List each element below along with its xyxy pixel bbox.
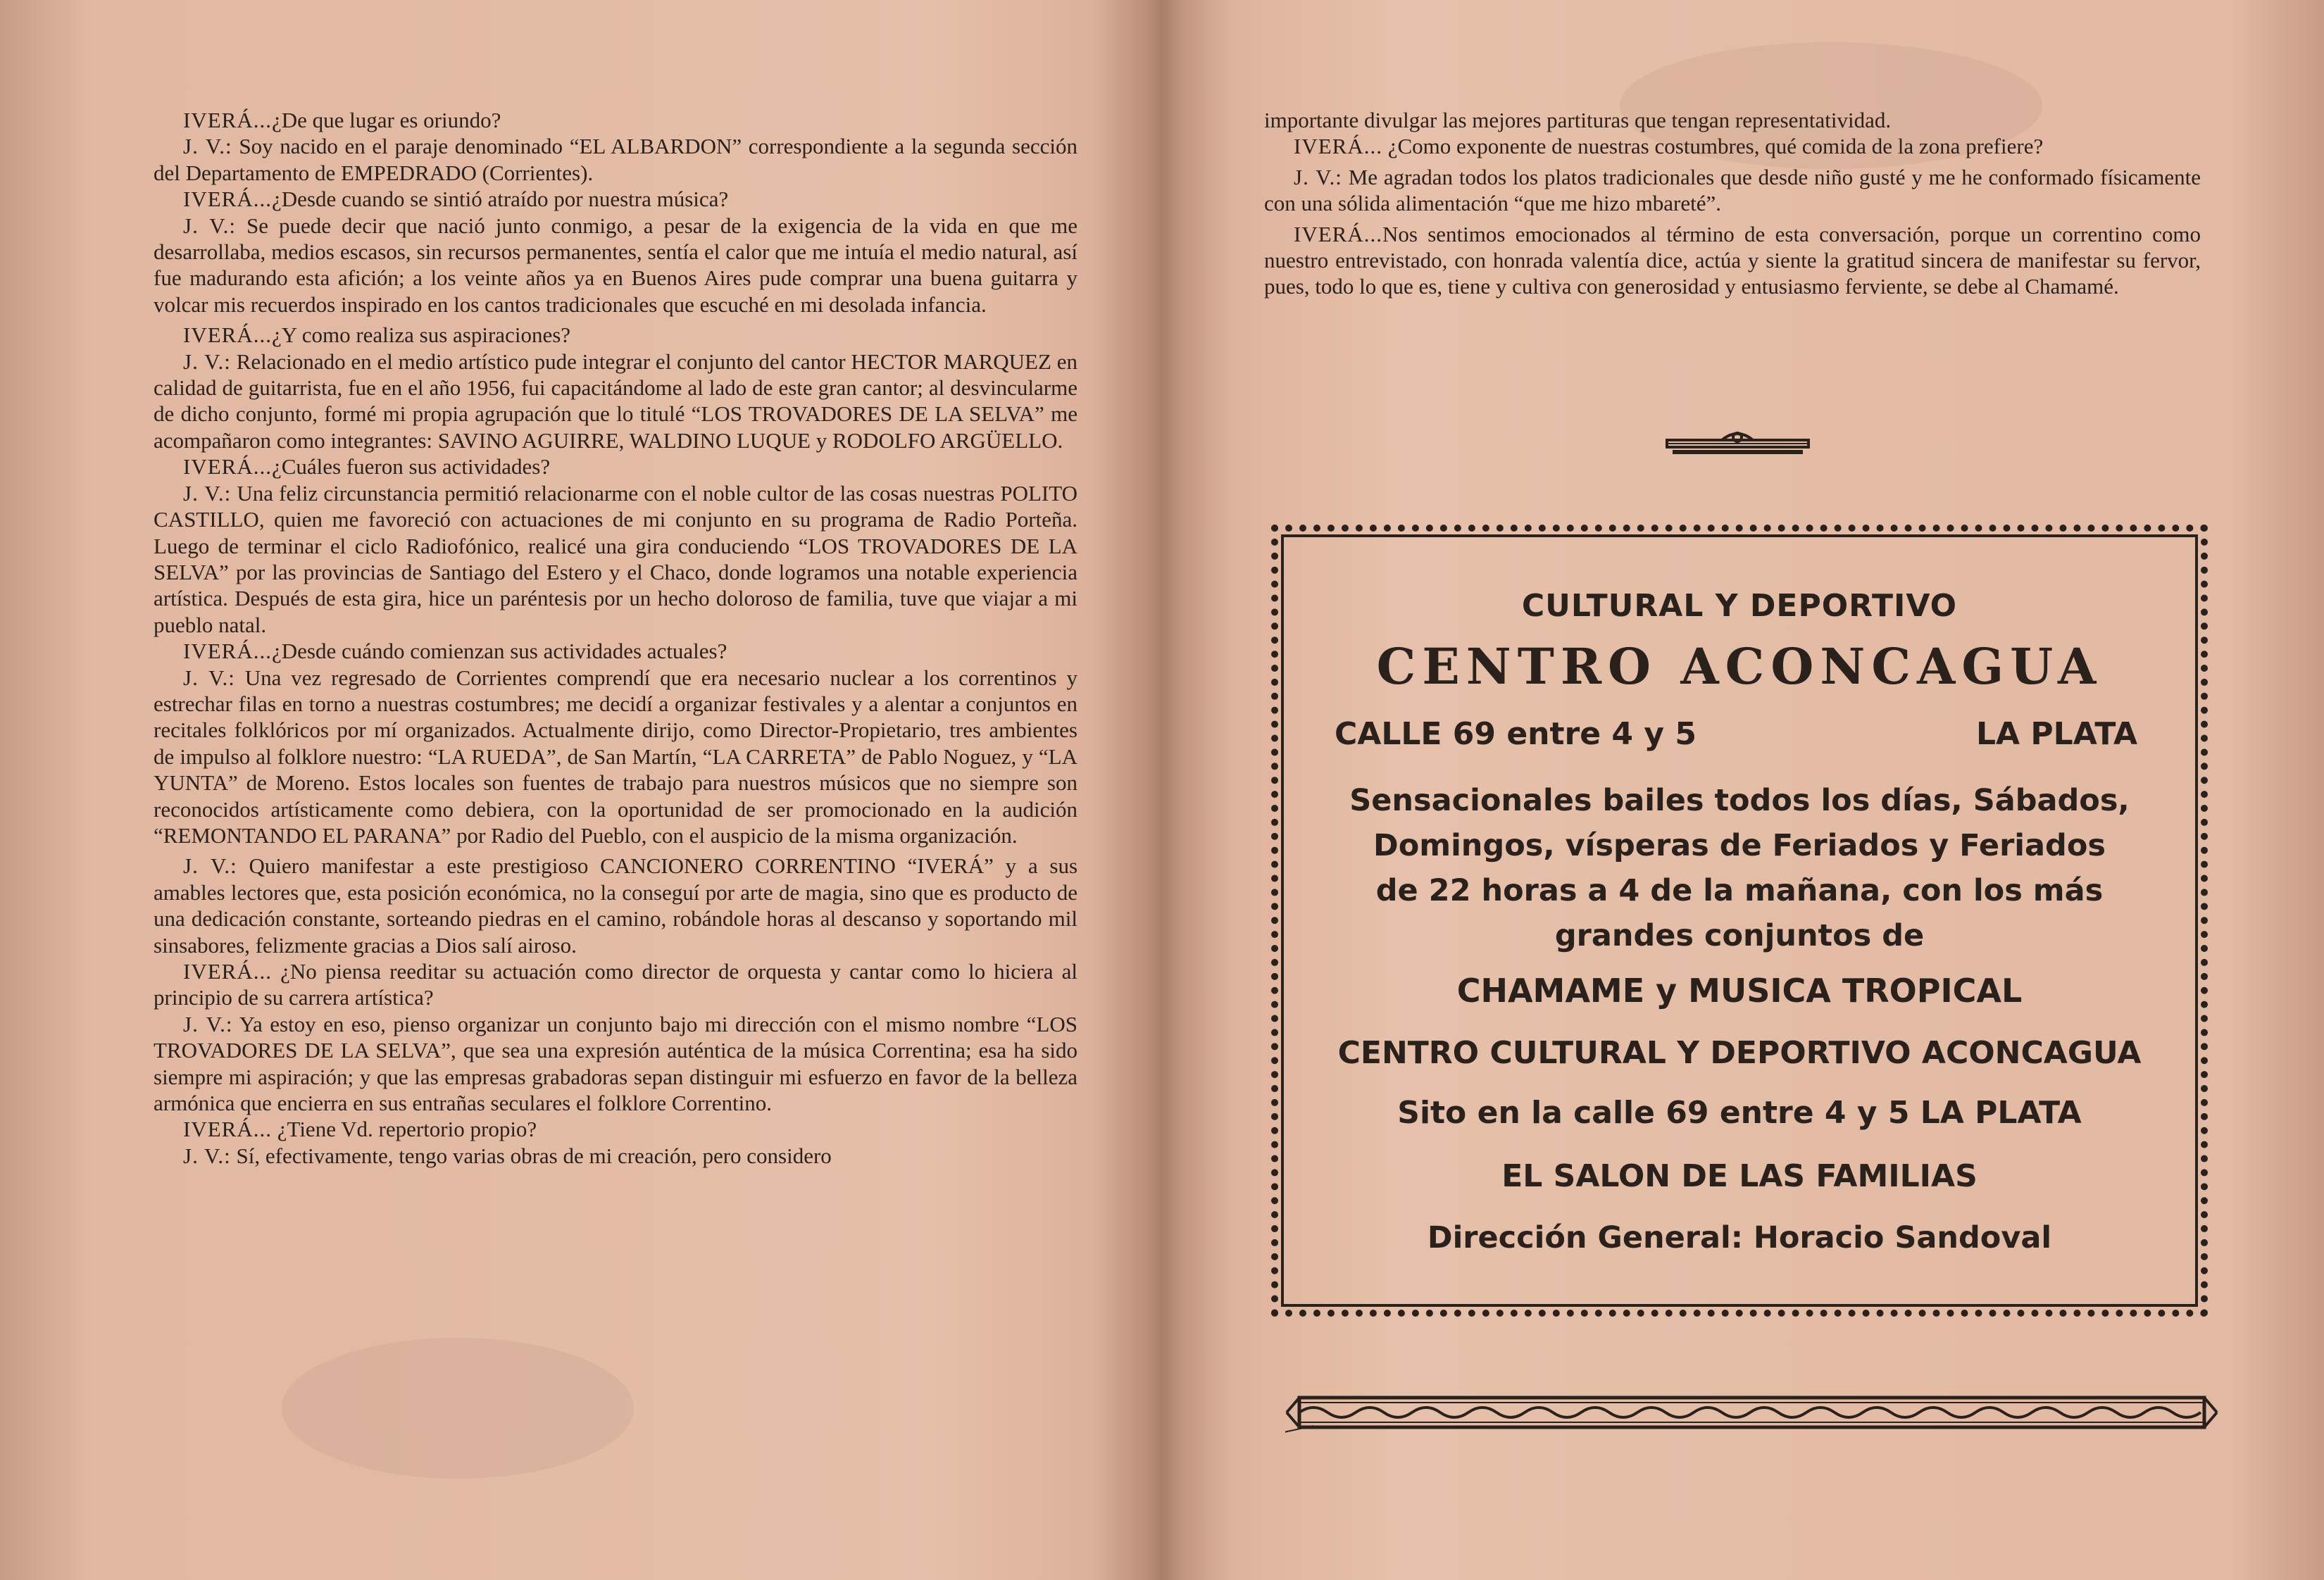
paragraph-text: ¿Como exponente de nuestras costumbres, qué comida de la zona prefiere? — [1387, 134, 2044, 159]
speaker-label: J. V.: — [183, 349, 231, 374]
ad-header: CULTURAL Y DEPORTIVO — [1521, 588, 1958, 624]
ad-description-line: de 22 horas a 4 de la mañana, con los más — [1375, 873, 2104, 908]
speaker-label: IVERÁ... — [1294, 221, 1382, 246]
paragraph-text: Relacionado en el medio artístico pude integrar el conjunto del cantor HECTOR MARQUEZ en calidad de guitarrista, fue en el año 1956, fui capacitándome al lado de este gran cantor; al desvincularme de dicho conjunto, formé mi propia agrupación que lo titulé “LOS TROVADORES DE LA SELVA” me acompañaron como integrantes: SAVINO AGUIRRE, WALDINO LUQUE y RODOLFO ARGÜELLO. — [154, 349, 1077, 453]
ad-location: Sito en la calle 69 entre 4 y 5 LA PLATA — [1397, 1095, 2082, 1131]
paragraph — [154, 133, 1077, 186]
ad-center-prefix: CENTRO CULTURAL Y DEPORTIVO — [1337, 1035, 1911, 1071]
speaker-label: J. V.: — [183, 134, 232, 159]
ad-description-line: Sensacionales bailes todos los días, Sábados, — [1349, 783, 2130, 818]
speaker-label: J. V.: — [183, 665, 235, 690]
paragraph-text: ¿Tiene Vd. repertorio propio? — [277, 1117, 537, 1142]
paragraph-text: ¿Y como realiza sus aspiraciones? — [271, 322, 571, 348]
ad-slogan: EL SALON DE LAS FAMILIAS — [1501, 1158, 1978, 1194]
ad-description-line: Domingos, vísperas de Feriados y Feriados — [1373, 828, 2106, 863]
advertisement-box — [1271, 525, 2208, 1317]
paragraph — [1264, 164, 2201, 217]
paragraph-text: ¿De que lugar es oriundo? — [271, 108, 501, 132]
paragraph — [154, 213, 1077, 318]
paragraph-text: importante divulgar las mejores partituras que tengan representatividad. — [1264, 108, 1892, 132]
ornament-divider-icon — [1666, 426, 1810, 457]
speaker-label: J. V.: — [183, 853, 237, 879]
ad-description — [1278, 778, 2201, 958]
paragraph-text: Soy nacido en el paraje denominado “EL ALBARDON” correspondiente a la segunda sección del Departamento de EMPEDRADO (Corrientes). — [154, 134, 1078, 185]
speaker-label: IVERÁ... — [183, 959, 272, 984]
paragraph — [154, 665, 1077, 849]
speaker-label: IVERÁ... — [1294, 134, 1382, 159]
interview-column-right — [1264, 107, 2201, 300]
paragraph-text: Una vez regresado de Corrientes comprendí que era necesario nuclear a los correntinos y estrechar filas en torno a nuestras costumbres; me decidí a organizar festivales y a alentar a conjuntos en recitales folklóricos por mí organizados. Actualmente dirijo, como Director-Propietario, tres ambientes de impulso al folklore nuestro: “LA RUEDA”, de San Martín, “LA CARRETA” de Pablo Noguez, y “LA YUNTA” de Moreno. Estos locales son fuentes de trabajo para nuestros músicos que no siempre son reconocidos artísticamente como debiera, con la oportunidad de ser promocionado en la audición “REMONTANDO EL PARANA” por Radio del Pueblo, con el auspicio de la misma organización. — [154, 665, 1077, 848]
paragraph-text: Ya estoy en eso, pienso organizar un conjunto bajo mi dirección con el mismo nombre “LOS TROVADORES DE LA SELVA”, que sea una expresión auténtica de la música Correntina; esa ha sido siempre mi aspiración; y que las empresas grabadoras sepan distinguir mi esfuerzo en favor de la belleza armónica que encierra en sus entrañas seculares el folklore Correntino. — [154, 1011, 1077, 1116]
paragraph — [154, 186, 1077, 212]
paragraph-text: ¿Cuáles fueron sus actividades? — [271, 454, 551, 479]
speaker-label: IVERÁ... — [183, 187, 272, 212]
speaker-label: J. V.: — [183, 213, 236, 238]
paragraph — [154, 638, 1077, 664]
ornament-border-icon — [1285, 1387, 2218, 1436]
speaker-label: IVERÁ... — [183, 108, 272, 132]
paragraph — [154, 1143, 1077, 1169]
paragraph — [1264, 221, 2201, 300]
ad-direction-label: Dirección General: — [1427, 1220, 1743, 1255]
interview-column-left — [154, 107, 1077, 1169]
paragraph — [154, 453, 1077, 479]
ad-address-city: LA PLATA — [1976, 716, 2137, 752]
speaker-label: J. V.: — [183, 1143, 231, 1168]
ad-music-genres: CHAMAME y MUSICA TROPICAL — [1456, 972, 2023, 1010]
left-page — [0, 0, 1155, 1580]
paragraph — [1264, 133, 2201, 159]
speaker-label: IVERÁ... — [183, 454, 272, 479]
right-page — [1169, 0, 2324, 1580]
paragraph — [154, 853, 1077, 958]
ad-center-name — [1278, 1035, 2201, 1071]
paragraph-text: Una feliz circunstancia permitió relacionarme con el noble cultor de las cosas nuestras POLITO CASTILLO, quien me favoreció con actuaciones de mi conjunto en su programa de Radio Porteña. Luego de terminar el ciclo Radiofónico, realicé una gira conduciendo “LOS TROVADORES DE LA SELVA” por las provincias de Santiago del Estero y el Chaco, donde logramos una notable experiencia artística. Después de esta gira, hice un paréntesis por un hecho doloroso de familia, tuve que viajar a mi pueblo natal. — [154, 480, 1078, 637]
paragraph — [154, 322, 1077, 348]
ad-center-highlight: ACONCAGUA — [1921, 1035, 2142, 1071]
speaker-label: IVERÁ... — [183, 1117, 272, 1142]
paragraph-text: Sí, efectivamente, tengo varias obras de mi creación, pero considero — [236, 1143, 832, 1168]
ad-description-line: grandes conjuntos de — [1554, 918, 1925, 953]
speaker-label: IVERÁ... — [183, 322, 272, 348]
paragraph — [154, 107, 1077, 133]
ad-address-street: CALLE 69 entre 4 y 5 — [1335, 716, 1697, 752]
ad-direction — [1278, 1220, 2201, 1255]
paragraph-text: Se puede decir que nació junto conmigo, a pesar de la exigencia de la vida en que me desarrollaba, medios escasos, sin recursos permanentes, sentía el calor que me intuía el medio natural, así fue madurando esta afición; a los veinte años ya en Buenos Aires pude comprar una buena guitarra y volcar mis recuerdos inspirado en los cantos tradicionales que escuché en mi desolada infancia. — [154, 213, 1077, 317]
speaker-label: J. V.: — [183, 1011, 233, 1036]
paragraph — [154, 349, 1077, 454]
paragraph — [154, 480, 1077, 638]
ad-title: CENTRO ACONCAGUA — [1376, 637, 2103, 696]
paragraph — [154, 958, 1077, 1011]
paragraph-text: ¿Desde cuándo comienzan sus actividades actuales? — [271, 639, 727, 664]
paragraph-text: ¿No piensa reeditar su actuación como director de orquesta y cantar como lo hiciera al principio de su carrera artística? — [154, 959, 1077, 1010]
paragraph — [154, 1116, 1077, 1142]
paragraph — [1264, 107, 2201, 133]
ad-direction-name: Horacio Sandoval — [1753, 1220, 2052, 1255]
paragraph-text: Me agradan todos los platos tradicionales que desde niño gusté y me he conformado físicamente con una sólida alimentación “que me hizo mbareté”. — [1264, 164, 2201, 216]
speaker-label: J. V.: — [183, 480, 232, 506]
paragraph-text: Nos sentimos emocionados al término de esta conversación, porque un correntino como nuestro entrevistado, con honrada valentía dice, actúa y siente la gratitud sincera de manifestar su fervor, pues, todo lo que es, tiene y cultiva con generosidad y entusiasmo ferviente, se debe al Chamamé. — [1264, 221, 2201, 299]
speaker-label: J. V.: — [1294, 164, 1342, 189]
paragraph — [154, 1011, 1077, 1117]
paragraph-text: ¿Desde cuando se sintió atraído por nuestra música? — [271, 187, 729, 212]
speaker-label: IVERÁ... — [183, 639, 272, 664]
paragraph-text: Quiero manifestar a este prestigioso CANCIONERO CORRENTINO “IVERÁ” y a sus amables lectores que, esta posición económica, no la conseguí por arte de magia, sino que es producto de una dedicación constante, sorteando piedras en el camino, robándole horas al descanso y soportando mil sinsabores, felizmente gracias a Dios salí airoso. — [154, 853, 1078, 958]
